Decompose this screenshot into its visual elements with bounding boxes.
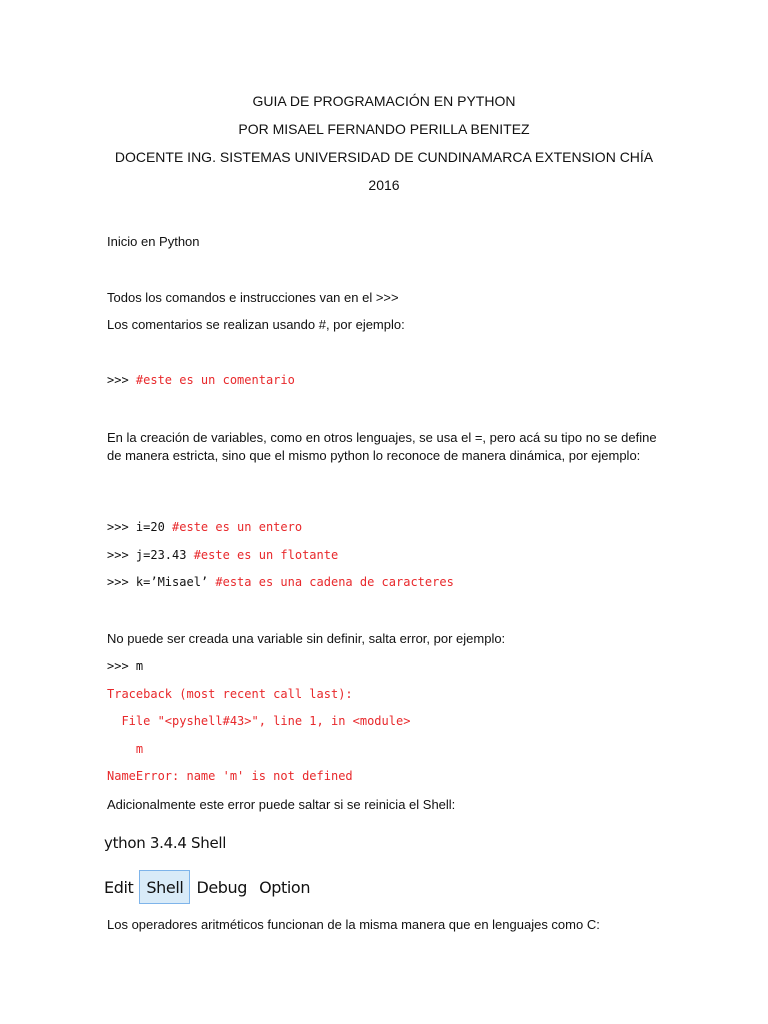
traceback-line: m <box>107 742 144 756</box>
doc-affiliation: DOCENTE ING. SISTEMAS UNIVERSIDAD DE CUNDINAMARCA EXTENSION CHÍA <box>114 149 654 165</box>
code-prompt: >>> i=20 <box>107 520 173 534</box>
paragraph-restart: Adicionalmente este error puede saltar si se reinicia el Shell: <box>107 797 456 812</box>
menu-edit: Edit <box>104 877 134 897</box>
code-line <box>107 547 338 563</box>
traceback-line: NameError: name 'm' is not defined <box>107 769 353 783</box>
paragraph-comments: Los comentarios se realizan usando #, por ejemplo: <box>107 317 405 332</box>
menu-debug: Debug <box>196 877 248 897</box>
traceback-line: Traceback (most recent call last): <box>107 687 353 701</box>
doc-title: GUIA DE PROGRAMACIÓN EN PYTHON <box>252 93 516 109</box>
shell-window-title: ython 3.4.4 Shell <box>104 834 227 852</box>
code-comment: #este es un flotante <box>193 548 339 562</box>
section-heading: Inicio en Python <box>107 234 200 249</box>
code-line <box>107 574 454 590</box>
doc-year: 2016 <box>368 177 400 193</box>
paragraph-commands: Todos los comandos e instrucciones van en el >>> <box>107 290 399 305</box>
code-line <box>107 519 302 535</box>
code-comment: #este es un comentario <box>135 373 295 387</box>
paragraph-operators: Los operadores aritméticos funcionan de la misma manera que en lenguajes como C: <box>107 917 600 932</box>
shell-menubar <box>104 870 316 904</box>
code-comment-example <box>107 372 295 388</box>
code-m-prompt: >>> m <box>107 659 144 673</box>
traceback-line: File "<pyshell#43>", line 1, in <module> <box>107 714 411 728</box>
code-prompt: >>> k=’Misael’ <box>107 575 216 589</box>
menu-option: Option <box>259 877 311 897</box>
paragraph-undefined: No puede ser creada una variable sin definir, salta error, por ejemplo: <box>107 631 506 646</box>
code-comment: #esta es una cadena de caracteres <box>215 575 454 589</box>
paragraph-variables: En la creación de variables, como en otros lenguajes, se usa el =, pero acá su tipo no se define de manera estricta, sino que el mismo python lo reconoce de manera dinámica, por ejemplo: <box>107 430 657 463</box>
code-comment: #este es un entero <box>172 520 303 534</box>
code-prompt: >>> <box>107 373 136 387</box>
code-prompt: >>> j=23.43 <box>107 548 194 562</box>
menu-shell: Shell <box>139 870 190 904</box>
doc-author: POR MISAEL FERNANDO PERILLA BENITEZ <box>238 121 530 137</box>
